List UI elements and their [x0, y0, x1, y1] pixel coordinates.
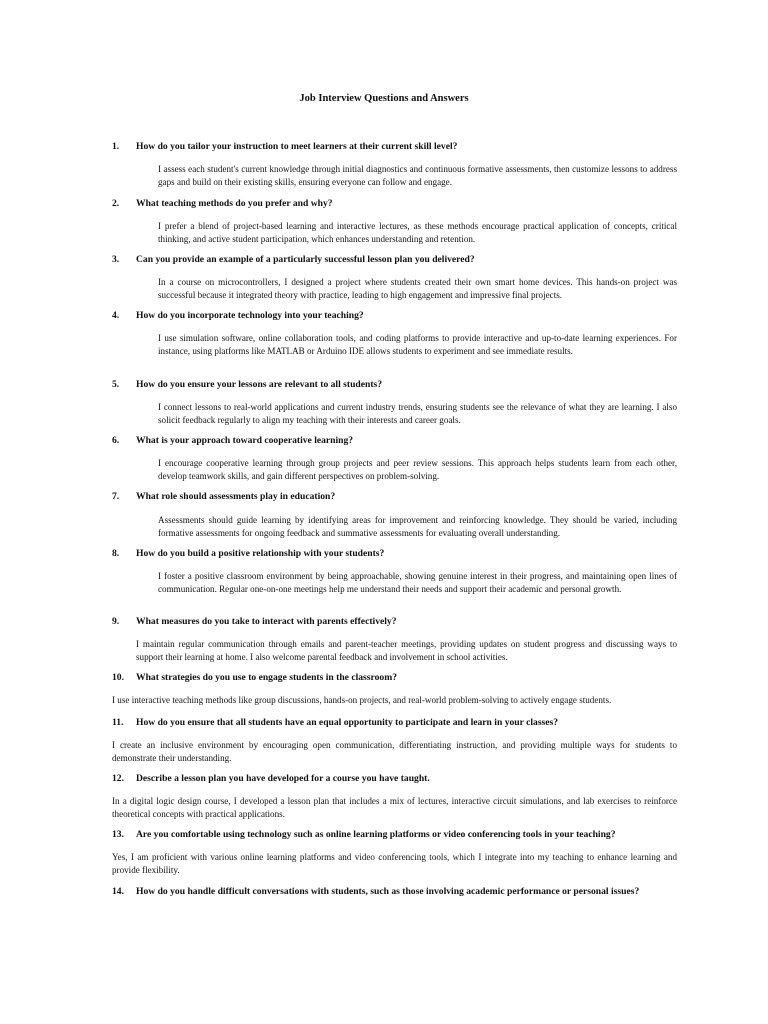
question-text: How do you incorporate technology into your teaching?: [136, 310, 364, 321]
question-13: [112, 829, 682, 841]
question-4: [112, 310, 682, 322]
question-text: How do you tailor your instruction to meet learners at their current skill level?: [136, 141, 458, 152]
question-number: 6.: [112, 435, 120, 446]
question-text: What role should assessments play in education?: [136, 491, 336, 502]
answer-5: I connect lessons to real-world applications and current industry trends, ensuring students see the relevance of what they are learning. I also solicit feedback regularly to align my teaching with their interests and career goals.: [158, 402, 677, 425]
question-text: How do you build a positive relationship with your students?: [136, 548, 385, 559]
answer-10: I use interactive teaching methods like group discussions, hands-on projects, and real-world problem-solving to actively engage students.: [112, 695, 612, 705]
question-number: 13.: [112, 829, 124, 840]
question-11: [112, 717, 682, 729]
question-number: 8.: [112, 548, 120, 559]
answer-6: I encourage cooperative learning through group projects and peer review sessions. This approach helps students learn from each other, develop teamwork skills, and gain different perspectives on problem-solving.: [158, 458, 677, 481]
answer-12: In a digital logic design course, I developed a lesson plan that includes a mix of lectures, interactive circuit simulations, and lab exercises to reinforce theoretical concepts with practical applications.: [112, 796, 677, 819]
question-text: What teaching methods do you prefer and why?: [136, 198, 333, 209]
question-text: What is your approach toward cooperative learning?: [136, 435, 354, 446]
question-number: 4.: [112, 310, 120, 321]
question-number: 9.: [112, 616, 120, 627]
question-7: [112, 491, 682, 503]
question-6: [112, 435, 682, 447]
document-title: Job Interview Questions and Answers: [299, 93, 469, 104]
answer-11: I create an inclusive environment by encouraging open communication, differentiating instruction, and providing multiple ways for students to demonstrate their understanding.: [112, 740, 677, 763]
question-text: How do you ensure that all students have an equal opportunity to participate and learn in your classes?: [136, 717, 559, 728]
question-number: 7.: [112, 491, 120, 502]
question-1: [112, 141, 682, 153]
question-number: 2.: [112, 198, 120, 209]
answer-2: I prefer a blend of project-based learning and interactive lectures, as these methods encourage practical application of concepts, critical thinking, and active student participation, which enhances understanding and retention.: [158, 221, 677, 244]
answer-13: Yes, I am proficient with various online learning platforms and video conferencing tools, which I integrate into my teaching to enhance learning and provide flexibility.: [112, 852, 677, 875]
question-number: 11.: [112, 717, 124, 728]
question-text: Describe a lesson plan you have developed for a course you have taught.: [136, 773, 430, 784]
answer-3: In a course on microcontrollers, I designed a project where students created their own smart home devices. This hands-on project was successful because it integrated theory with practice, leading to high engagement and impressive final projects.: [158, 277, 677, 300]
question-5: [112, 379, 682, 391]
question-number: 1.: [112, 141, 120, 152]
question-3: [112, 254, 682, 266]
question-number: 5.: [112, 379, 120, 390]
question-10: [112, 672, 682, 684]
question-text: What measures do you take to interact with parents effectively?: [136, 616, 397, 627]
question-number: 10.: [112, 672, 124, 683]
answer-4: I use simulation software, online collaboration tools, and coding platforms to provide interactive and up-to-date learning experiences. For instance, using platforms like MATLAB or Arduino IDE allows students to experiment and see immediate results.: [158, 333, 677, 356]
question-2: [112, 198, 682, 210]
answer-9: I maintain regular communication through emails and parent-teacher meetings, providing updates on student progress and discussing ways to support their learning at home. I also welcome parental feedback and involvement in school activities.: [136, 639, 677, 662]
question-text: Are you comfortable using technology such as online learning platforms or video conferencing tools in your teaching?: [136, 829, 616, 840]
question-text: Can you provide an example of a particularly successful lesson plan you delivered?: [136, 254, 475, 265]
answer-7: Assessments should guide learning by identifying areas for improvement and reinforcing knowledge. They should be varied, including formative assessments for ongoing feedback and summative assessments for evaluating overall understanding.: [158, 515, 677, 538]
question-text: How do you ensure your lessons are relevant to all students?: [136, 379, 383, 390]
question-14: [112, 886, 682, 898]
answer-8: I foster a positive classroom environment by being approachable, showing genuine interest in their progress, and maintaining open lines of communication. Regular one-on-one meetings help me understand their needs and support their academic and personal growth.: [158, 571, 677, 594]
question-text: What strategies do you use to engage students in the classroom?: [136, 672, 397, 683]
question-number: 3.: [112, 254, 120, 265]
answer-1: I assess each student's current knowledge through initial diagnostics and continuous formative assessments, then customize lessons to address gaps and build on their existing skills, ensuring everyone can follow and engage.: [158, 164, 677, 187]
question-text: How do you handle difficult conversations with students, such as those involving academic performance or personal issues?: [136, 886, 640, 897]
question-12: [112, 773, 682, 785]
question-9: [112, 616, 682, 628]
question-number: 12.: [112, 773, 124, 784]
question-8: [112, 548, 682, 560]
question-number: 14.: [112, 886, 124, 897]
